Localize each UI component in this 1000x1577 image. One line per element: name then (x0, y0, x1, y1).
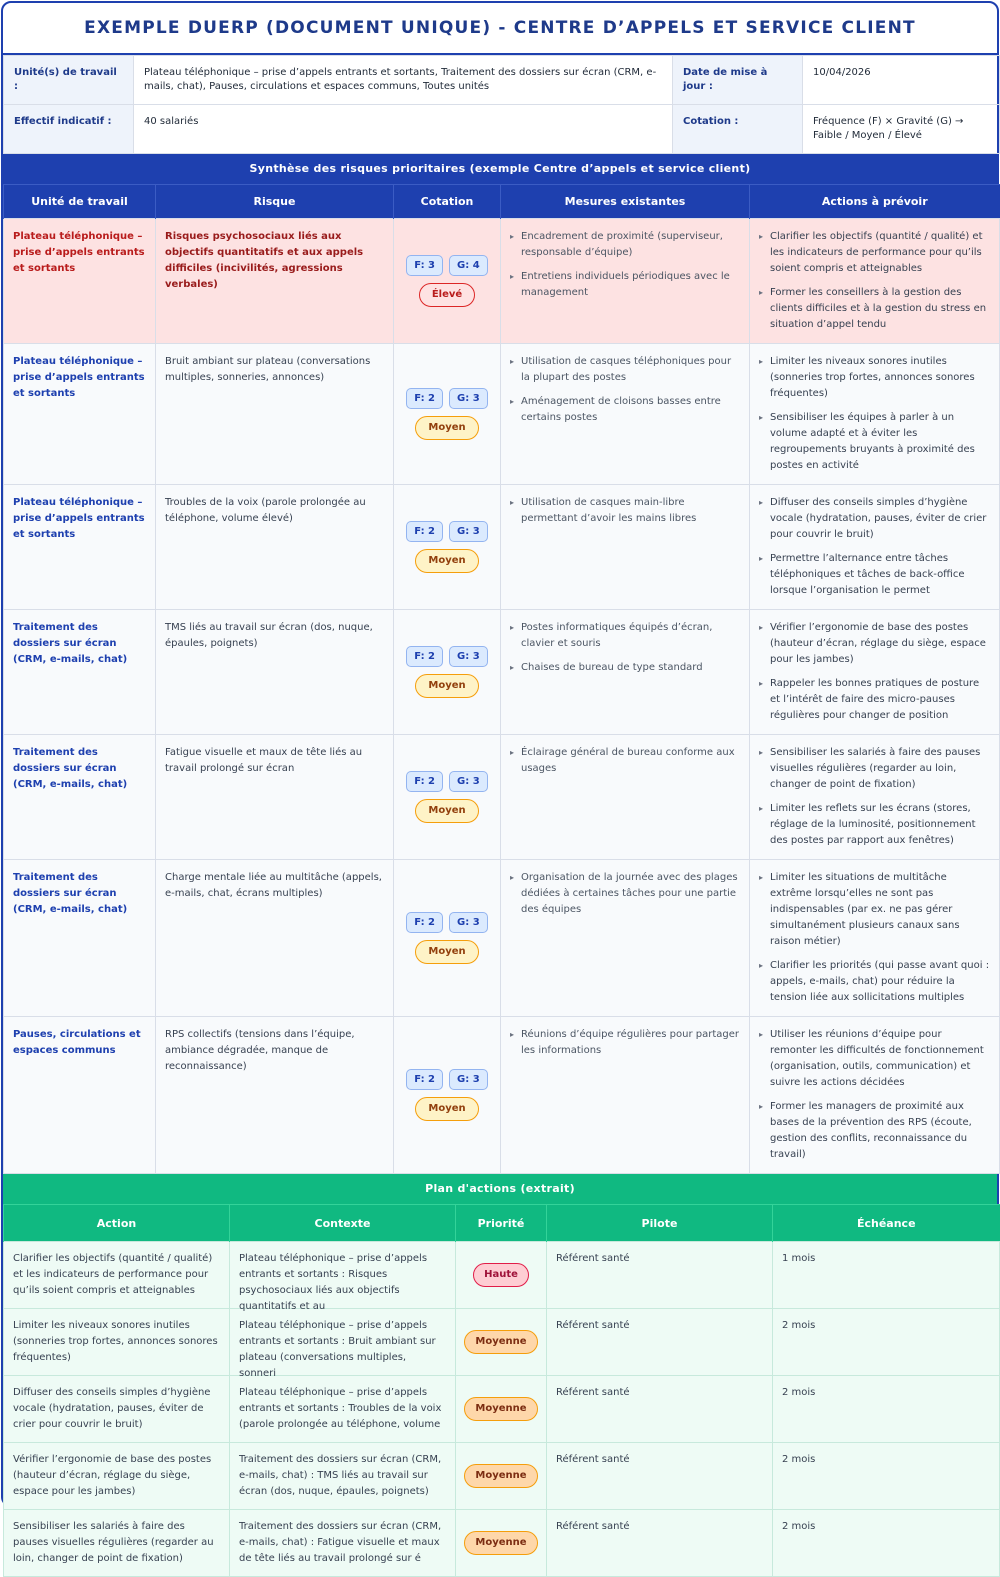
action-item: ▸ Limiter les reflets sur les écrans (stores, réglage de la luminosité, positionnement des postes par rapport aux fenêtres) (759, 801, 990, 849)
planned-actions (750, 860, 1000, 1017)
existing-measures (501, 344, 750, 485)
action-item: ▸ Vérifier l’ergonomie de base des postes (hauteur d’écran, réglage du siège, espace pour les jambes) (759, 620, 990, 668)
frequency-chip: F: 2 (406, 1069, 443, 1090)
work-unit: Plateau téléphonique – prise d’appels entrants et sortants (4, 485, 156, 610)
existing-measures (501, 1017, 750, 1174)
risk-name: Bruit ambiant sur plateau (conversations multiples, sonneries, annonces) (156, 344, 394, 485)
action-item: ▸ Rappeler les bonnes pratiques de posture et l’intérêt de faire des micro-pauses régulières pour changer de position (759, 676, 990, 724)
priority-badge: Moyenne (464, 1330, 537, 1354)
col-context: Contexte (230, 1205, 456, 1242)
gravity-chip: G: 3 (449, 771, 488, 792)
priority-cell (456, 1242, 547, 1309)
col-cotation: Cotation (394, 185, 501, 219)
gravity-chip: G: 3 (449, 912, 488, 933)
existing-measures (501, 735, 750, 860)
risk-row (4, 1017, 1000, 1174)
plan-row (4, 1510, 1000, 1577)
action-item: ▸ Former les conseillers à la gestion des clients difficiles et à la gestion du stress en situation d’appel tendu (759, 285, 990, 333)
risk-row (4, 485, 1000, 610)
gravity-chip: G: 3 (449, 388, 488, 409)
plan-title: Plan d'actions (extrait) (3, 1174, 997, 1204)
units-label: Unité(s) de travail : (4, 56, 134, 105)
date-value: 10/04/2026 (803, 56, 1000, 105)
cotation-cell (394, 219, 501, 344)
planned-actions (750, 610, 1000, 735)
action-plan-table (3, 1204, 1000, 1577)
measure-item: ▸ Aménagement de cloisons basses entre certains postes (510, 394, 740, 426)
work-unit: Traitement des dossiers sur écran (CRM, e-mails, chat) (4, 860, 156, 1017)
measure-item: ▸ Utilisation de casques main-libre permettant d’avoir les mains libres (510, 495, 740, 527)
existing-measures (501, 860, 750, 1017)
cotation-cell (394, 860, 501, 1017)
measure-item: ▸ Chaises de bureau de type standard (510, 660, 740, 676)
plan-action: Limiter les niveaux sonores inutiles (sonneries trop fortes, annonces sonores fréquentes) (4, 1309, 230, 1376)
work-unit: Traitement des dossiers sur écran (CRM, e-mails, chat) (4, 610, 156, 735)
planned-actions (750, 735, 1000, 860)
plan-action: Sensibiliser les salariés à faire des pauses visuelles régulières (regarder au loin, changer de point de fixation) (4, 1510, 230, 1577)
action-item: ▸ Limiter les situations de multitâche extrême lorsqu’elles ne sont pas indispensables (par ex. ne pas gérer simultanément plusieurs canaux sans raison métier) (759, 870, 990, 950)
measure-item: ▸ Utilisation de casques téléphoniques pour la plupart des postes (510, 354, 740, 386)
cotation-cell (394, 610, 501, 735)
priority-badge: Moyenne (464, 1464, 537, 1488)
risk-name: RPS collectifs (tensions dans l’équipe, ambiance dégradée, manque de reconnaissance) (156, 1017, 394, 1174)
plan-context: Traitement des dossiers sur écran (CRM, e-mails, chat) : TMS liés au travail sur écran (dos, nuque, épaules, poignets) (230, 1443, 456, 1510)
plan-deadline: 2 mois (773, 1309, 1000, 1376)
risk-name: Charge mentale liée au multitâche (appels, e-mails, chat, écrans multiples) (156, 860, 394, 1017)
risk-row (4, 735, 1000, 860)
measure-item: ▸ Réunions d’équipe régulières pour partager les informations (510, 1027, 740, 1059)
risk-name: Troubles de la voix (parole prolongée au téléphone, volume élevé) (156, 485, 394, 610)
plan-action: Clarifier les objectifs (quantité / qualité) et les indicateurs de performance pour qu’ils soient compris et atteignables (4, 1242, 230, 1309)
page-title: EXEMPLE DUERP (DOCUMENT UNIQUE) - CENTRE D’APPELS ET SERVICE CLIENT (3, 3, 997, 55)
col-pilot: Pilote (547, 1205, 773, 1242)
col-actions: Actions à prévoir (750, 185, 1000, 219)
gravity-chip: G: 3 (449, 521, 488, 542)
gravity-chip: G: 3 (449, 646, 488, 667)
col-priority: Priorité (456, 1205, 547, 1242)
col-deadline: Échéance (773, 1205, 1000, 1242)
planned-actions (750, 344, 1000, 485)
plan-context: Plateau téléphonique – prise d’appels entrants et sortants : Bruit ambiant sur plateau (conversations multiples, sonneri (230, 1309, 456, 1376)
risk-level-badge: Élevé (419, 283, 475, 307)
cotation-label: Cotation : (673, 105, 803, 154)
frequency-chip: F: 2 (406, 646, 443, 667)
plan-action: Vérifier l’ergonomie de base des postes (hauteur d’écran, réglage du siège, espace pour les jambes) (4, 1443, 230, 1510)
action-item: ▸ Clarifier les priorités (qui passe avant quoi : appels, e-mails, chat) pour réduire la tension liée aux sollicitations multiples (759, 958, 990, 1006)
measure-item: ▸ Encadrement de proximité (superviseur, responsable d’équipe) (510, 229, 740, 261)
action-item: ▸ Sensibiliser les salariés à faire des pauses visuelles régulières (regarder au loin, changer de point de fixation) (759, 745, 990, 793)
planned-actions (750, 219, 1000, 344)
col-unit: Unité de travail (4, 185, 156, 219)
col-action: Action (4, 1205, 230, 1242)
cotation-cell (394, 344, 501, 485)
cotation-value: Fréquence (F) × Gravité (G) → Faible / Moyen / Élevé (803, 105, 1000, 154)
action-item: ▸ Limiter les niveaux sonores inutiles (sonneries trop fortes, annonces sonores fréquentes) (759, 354, 990, 402)
gravity-chip: G: 3 (449, 1069, 488, 1090)
staff-label: Effectif indicatif : (4, 105, 134, 154)
date-label: Date de mise à jour : (673, 56, 803, 105)
col-risk: Risque (156, 185, 394, 219)
priority-cell (456, 1510, 547, 1577)
existing-measures (501, 485, 750, 610)
plan-row (4, 1443, 1000, 1510)
plan-pilot: Référent santé (547, 1242, 773, 1309)
plan-deadline: 2 mois (773, 1510, 1000, 1577)
priority-badge: Haute (473, 1263, 529, 1287)
risk-name: TMS liés au travail sur écran (dos, nuque, épaules, poignets) (156, 610, 394, 735)
existing-measures (501, 219, 750, 344)
frequency-chip: F: 3 (406, 255, 443, 276)
action-item: ▸ Former les managers de proximité aux bases de la prévention des RPS (écoute, gestion des conflits, reconnaissance du travail) (759, 1099, 990, 1163)
priority-badge: Moyenne (464, 1397, 537, 1421)
plan-row (4, 1242, 1000, 1309)
info-table (3, 55, 1000, 154)
priority-cell (456, 1309, 547, 1376)
plan-pilot: Référent santé (547, 1376, 773, 1443)
action-item: ▸ Clarifier les objectifs (quantité / qualité) et les indicateurs de performance pour qu’ils soient compris et atteignables (759, 229, 990, 277)
risk-level-badge: Moyen (415, 674, 478, 698)
measure-item: ▸ Organisation de la journée avec des plages dédiées à certaines tâches pour une partie des équipes (510, 870, 740, 918)
action-item: ▸ Utiliser les réunions d’équipe pour remonter les difficultés de fonctionnement (organisation, outils, communication) et suivre les actions décidées (759, 1027, 990, 1091)
col-measures: Mesures existantes (501, 185, 750, 219)
risk-level-badge: Moyen (415, 416, 478, 440)
plan-row (4, 1376, 1000, 1443)
action-item: ▸ Sensibiliser les équipes à parler à un volume adapté et à éviter les regroupements bruyants à proximité des postes en activité (759, 410, 990, 474)
frequency-chip: F: 2 (406, 521, 443, 542)
priority-cell (456, 1443, 547, 1510)
frequency-chip: F: 2 (406, 771, 443, 792)
staff-value: 40 salariés (134, 105, 673, 154)
action-item: ▸ Diffuser des conseils simples d’hygiène vocale (hydratation, pauses, éviter de crier pour couvrir le bruit) (759, 495, 990, 543)
risk-name: Risques psychosociaux liés aux objectifs quantitatifs et aux appels difficiles (incivilités, agressions verbales) (156, 219, 394, 344)
work-unit: Plateau téléphonique – prise d’appels entrants et sortants (4, 219, 156, 344)
risk-row (4, 610, 1000, 735)
priority-cell (456, 1376, 547, 1443)
plan-pilot: Référent santé (547, 1309, 773, 1376)
plan-action: Diffuser des conseils simples d’hygiène vocale (hydratation, pauses, éviter de crier pour couvrir le bruit) (4, 1376, 230, 1443)
plan-pilot: Référent santé (547, 1443, 773, 1510)
work-unit: Traitement des dossiers sur écran (CRM, e-mails, chat) (4, 735, 156, 860)
risk-level-badge: Moyen (415, 1097, 478, 1121)
risk-table (3, 184, 1000, 1174)
measure-item: ▸ Entretiens individuels périodiques avec le management (510, 269, 740, 301)
plan-context: Traitement des dossiers sur écran (CRM, e-mails, chat) : Fatigue visuelle et maux de tête liés au travail prolongé sur é (230, 1510, 456, 1577)
planned-actions (750, 485, 1000, 610)
plan-deadline: 2 mois (773, 1443, 1000, 1510)
planned-actions (750, 1017, 1000, 1174)
existing-measures (501, 610, 750, 735)
plan-deadline: 2 mois (773, 1376, 1000, 1443)
frequency-chip: F: 2 (406, 388, 443, 409)
measure-item: ▸ Postes informatiques équipés d’écran, clavier et souris (510, 620, 740, 652)
risk-level-badge: Moyen (415, 799, 478, 823)
units-value: Plateau téléphonique – prise d’appels entrants et sortants, Traitement des dossiers sur écran (CRM, e-mails, chat), Pauses, circulations et espaces communs, Toutes unités (134, 56, 673, 105)
risk-name: Fatigue visuelle et maux de tête liés au travail prolongé sur écran (156, 735, 394, 860)
gravity-chip: G: 4 (449, 255, 488, 276)
plan-pilot: Référent santé (547, 1510, 773, 1577)
work-unit: Plateau téléphonique – prise d’appels entrants et sortants (4, 344, 156, 485)
plan-context: Plateau téléphonique – prise d’appels entrants et sortants : Troubles de la voix (parole prolongée au téléphone, volume (230, 1376, 456, 1443)
synthesis-title: Synthèse des risques prioritaires (exemple Centre d’appels et service client) (3, 154, 997, 184)
risk-row (4, 344, 1000, 485)
plan-deadline: 1 mois (773, 1242, 1000, 1309)
cotation-cell (394, 1017, 501, 1174)
work-unit: Pauses, circulations et espaces communs (4, 1017, 156, 1174)
cotation-cell (394, 485, 501, 610)
risk-row (4, 860, 1000, 1017)
cotation-cell (394, 735, 501, 860)
risk-level-badge: Moyen (415, 549, 478, 573)
risk-level-badge: Moyen (415, 940, 478, 964)
frequency-chip: F: 2 (406, 912, 443, 933)
plan-row (4, 1309, 1000, 1376)
action-item: ▸ Permettre l’alternance entre tâches téléphoniques et tâches de back-office lorsque l’organisation le permet (759, 551, 990, 599)
risk-row (4, 219, 1000, 344)
duerp-document (1, 1, 999, 1564)
priority-badge: Moyenne (464, 1531, 537, 1555)
measure-item: ▸ Éclairage général de bureau conforme aux usages (510, 745, 740, 777)
plan-context: Plateau téléphonique – prise d’appels entrants et sortants : Risques psychosociaux liés aux objectifs quantitatifs et au (230, 1242, 456, 1309)
